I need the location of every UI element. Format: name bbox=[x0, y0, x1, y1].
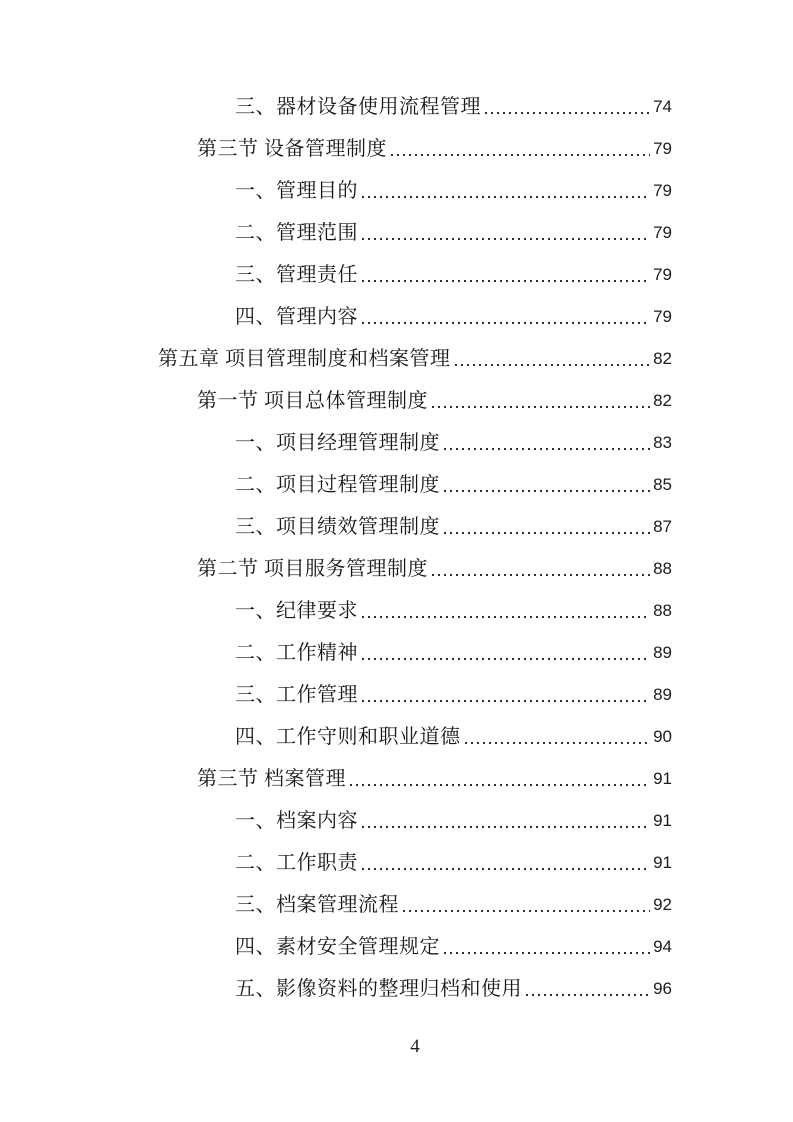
dot-leader bbox=[465, 742, 651, 744]
toc-entry[interactable] bbox=[158, 842, 672, 884]
dot-leader bbox=[444, 952, 650, 954]
dot-leader bbox=[362, 280, 650, 282]
toc-entry-page-number: 91 bbox=[653, 769, 672, 788]
dot-leader bbox=[362, 868, 650, 870]
toc-entry[interactable] bbox=[158, 506, 672, 548]
toc-entry-label: 二、项目过程管理制度 bbox=[235, 474, 440, 496]
toc-entry-page-number: 89 bbox=[653, 685, 672, 704]
dot-leader bbox=[362, 826, 650, 828]
toc-entry-label: 第五章 项目管理制度和档案管理 bbox=[158, 348, 451, 370]
toc-entry-page-number: 91 bbox=[653, 853, 672, 872]
dot-leader bbox=[444, 532, 650, 534]
dot-leader bbox=[391, 154, 650, 156]
page-number: 4 bbox=[410, 1036, 420, 1057]
toc-entry[interactable] bbox=[158, 422, 672, 464]
dot-leader bbox=[526, 994, 650, 996]
toc-entry-page-number: 82 bbox=[653, 349, 672, 368]
toc-entry[interactable] bbox=[158, 926, 672, 968]
toc-entry-label: 第三节 设备管理制度 bbox=[197, 138, 387, 160]
dot-leader bbox=[362, 616, 650, 618]
dot-leader bbox=[403, 910, 650, 912]
dot-leader bbox=[362, 196, 650, 198]
dot-leader bbox=[362, 238, 650, 240]
toc-entry[interactable] bbox=[158, 296, 672, 338]
toc-entry-label: 三、管理责任 bbox=[235, 264, 358, 286]
toc-entry[interactable] bbox=[158, 338, 672, 380]
dot-leader bbox=[432, 406, 650, 408]
toc-entry-page-number: 94 bbox=[653, 937, 672, 956]
toc-entry[interactable] bbox=[158, 632, 672, 674]
toc-entry-page-number: 89 bbox=[653, 643, 672, 662]
toc-entry[interactable] bbox=[158, 212, 672, 254]
toc-entry[interactable] bbox=[158, 128, 672, 170]
toc-entry-page-number: 79 bbox=[653, 307, 672, 326]
dot-leader bbox=[455, 364, 651, 366]
toc-entry-label: 三、工作管理 bbox=[235, 684, 358, 706]
toc-entry[interactable] bbox=[158, 674, 672, 716]
toc-entry[interactable] bbox=[158, 380, 672, 422]
toc-entry-page-number: 87 bbox=[653, 517, 672, 536]
toc-entry[interactable] bbox=[158, 800, 672, 842]
dot-leader bbox=[444, 448, 650, 450]
toc-entry-page-number: 83 bbox=[653, 433, 672, 452]
toc-entry[interactable] bbox=[158, 884, 672, 926]
toc-entry-label: 四、素材安全管理规定 bbox=[235, 936, 440, 958]
dot-leader bbox=[350, 784, 650, 786]
toc-entry-page-number: 85 bbox=[653, 475, 672, 494]
toc-entry-label: 一、项目经理管理制度 bbox=[235, 432, 440, 454]
toc-entry-label: 三、档案管理流程 bbox=[235, 894, 399, 916]
toc-entry-label: 一、档案内容 bbox=[235, 810, 358, 832]
toc-entry-page-number: 74 bbox=[653, 97, 672, 116]
toc-entry-page-number: 88 bbox=[653, 601, 672, 620]
toc-entry[interactable] bbox=[158, 86, 672, 128]
toc-entry-label: 二、工作精神 bbox=[235, 642, 358, 664]
toc-entry-page-number: 79 bbox=[653, 265, 672, 284]
toc-entry-label: 五、影像资料的整理归档和使用 bbox=[235, 978, 522, 1000]
toc-entry-page-number: 92 bbox=[653, 895, 672, 914]
toc-entry-page-number: 79 bbox=[653, 223, 672, 242]
dot-leader bbox=[362, 322, 650, 324]
toc-entry-page-number: 79 bbox=[653, 181, 672, 200]
toc-entry-label: 一、纪律要求 bbox=[235, 600, 358, 622]
toc-entry[interactable] bbox=[158, 464, 672, 506]
toc-entry[interactable] bbox=[158, 716, 672, 758]
toc-entry[interactable] bbox=[158, 170, 672, 212]
dot-leader bbox=[485, 112, 650, 114]
toc-entry-label: 第二节 项目服务管理制度 bbox=[197, 558, 428, 580]
toc-entry-page-number: 79 bbox=[653, 139, 672, 158]
toc-entry[interactable] bbox=[158, 548, 672, 590]
toc-entry-label: 一、管理目的 bbox=[235, 180, 358, 202]
toc-entry[interactable] bbox=[158, 590, 672, 632]
toc-entry-label: 二、工作职责 bbox=[235, 852, 358, 874]
toc-entry-label: 第三节 档案管理 bbox=[197, 768, 346, 790]
toc-entry-page-number: 90 bbox=[653, 727, 672, 746]
toc-entry-page-number: 82 bbox=[653, 391, 672, 410]
toc-entry-label: 三、项目绩效管理制度 bbox=[235, 516, 440, 538]
toc-entry[interactable] bbox=[158, 254, 672, 296]
toc-entry[interactable] bbox=[158, 758, 672, 800]
toc-entry-page-number: 88 bbox=[653, 559, 672, 578]
toc-entry-label: 二、管理范围 bbox=[235, 222, 358, 244]
dot-leader bbox=[362, 700, 650, 702]
dot-leader bbox=[362, 658, 650, 660]
toc-entry-label: 三、器材设备使用流程管理 bbox=[235, 96, 481, 118]
toc-entry-label: 四、工作守则和职业道德 bbox=[235, 726, 461, 748]
dot-leader bbox=[432, 574, 650, 576]
toc-entry-label: 第一节 项目总体管理制度 bbox=[197, 390, 428, 412]
toc-entry[interactable] bbox=[158, 968, 672, 1010]
dot-leader bbox=[444, 490, 650, 492]
table-of-contents bbox=[158, 86, 672, 1010]
toc-entry-page-number: 96 bbox=[653, 979, 672, 998]
toc-entry-label: 四、管理内容 bbox=[235, 306, 358, 328]
toc-entry-page-number: 91 bbox=[653, 811, 672, 830]
